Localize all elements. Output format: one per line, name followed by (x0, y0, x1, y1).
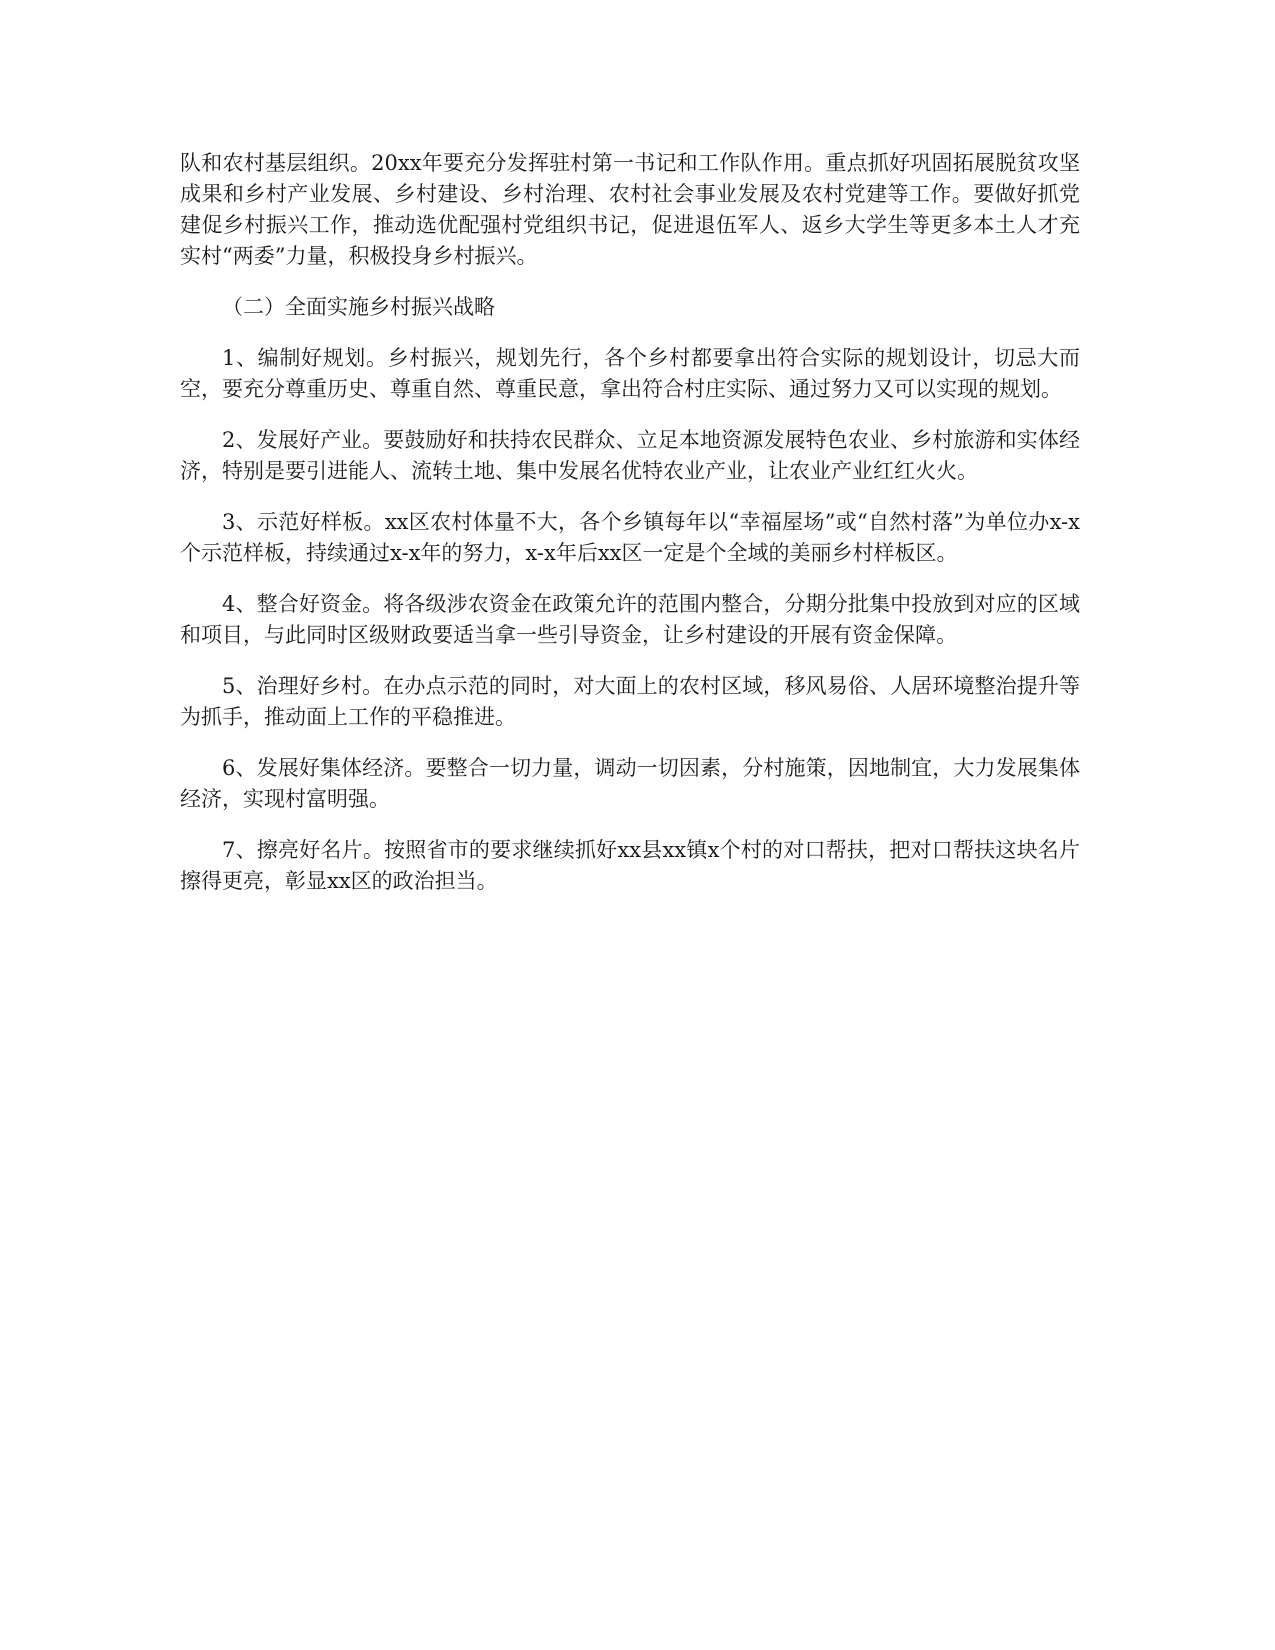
paragraph-item-7: 7、擦亮好名片。按照省市的要求继续抓好xx县xx镇x个村的对口帮扶，把对口帮扶这块名片擦得更亮，彰显xx区的政治担当。 (180, 838, 1080, 893)
paragraph-item-5: 5、治理好乡村。在办点示范的同时，对大面上的农村区域，移风易俗、人居环境整治提升等为抓手，推动面上工作的平稳推进。 (180, 674, 1080, 729)
paragraph-item-2: 2、发展好产业。要鼓励好和扶持农民群众、立足本地资源发展特色农业、乡村旅游和实体经济，特别是要引进能人、流转土地、集中发展名优特农业产业，让农业产业红红火火。 (180, 428, 1080, 483)
paragraph-item-6: 6、发展好集体经济。要整合一切力量，调动一切因素，分村施策，因地制宜，大力发展集体经济，实现村富明强。 (180, 756, 1080, 811)
paragraph-item-3: 3、示范好样板。xx区农村体量不大，各个乡镇每年以“幸福屋场”或“自然村落”为单位办x-x个示范样板，持续通过x-x年的努力，x-x年后xx区一定是个全域的美丽乡村样板区。 (180, 510, 1080, 565)
paragraph-item-1: 1、编制好规划。乡村振兴，规划先行，各个乡村都要拿出符合实际的规划设计，切忌大而空，要充分尊重历史、尊重自然、尊重民意，拿出符合村庄实际、通过努力又可以实现的规划。 (180, 346, 1080, 401)
paragraph-continuation: 队和农村基层组织。20xx年要充分发挥驻村第一书记和工作队作用。重点抓好巩固拓展脱贫攻坚成果和乡村产业发展、乡村建设、乡村治理、农村社会事业发展及农村党建等工作。要做好抓党建促乡村振兴工作，推动选优配强村党组织书记，促进退伍军人、返乡大学生等更多本土人才充实村“两委”力量，积极投身乡村振兴。 (180, 151, 1080, 268)
document-body (180, 148, 1080, 917)
section-heading: （二）全面实施乡村振兴战略 (222, 295, 495, 319)
paragraph-item-4: 4、整合好资金。将各级涉农资金在政策允许的范围内整合，分期分批集中投放到对应的区域和项目，与此同时区级财政要适当拿一些引导资金，让乡村建设的开展有资金保障。 (180, 592, 1080, 647)
